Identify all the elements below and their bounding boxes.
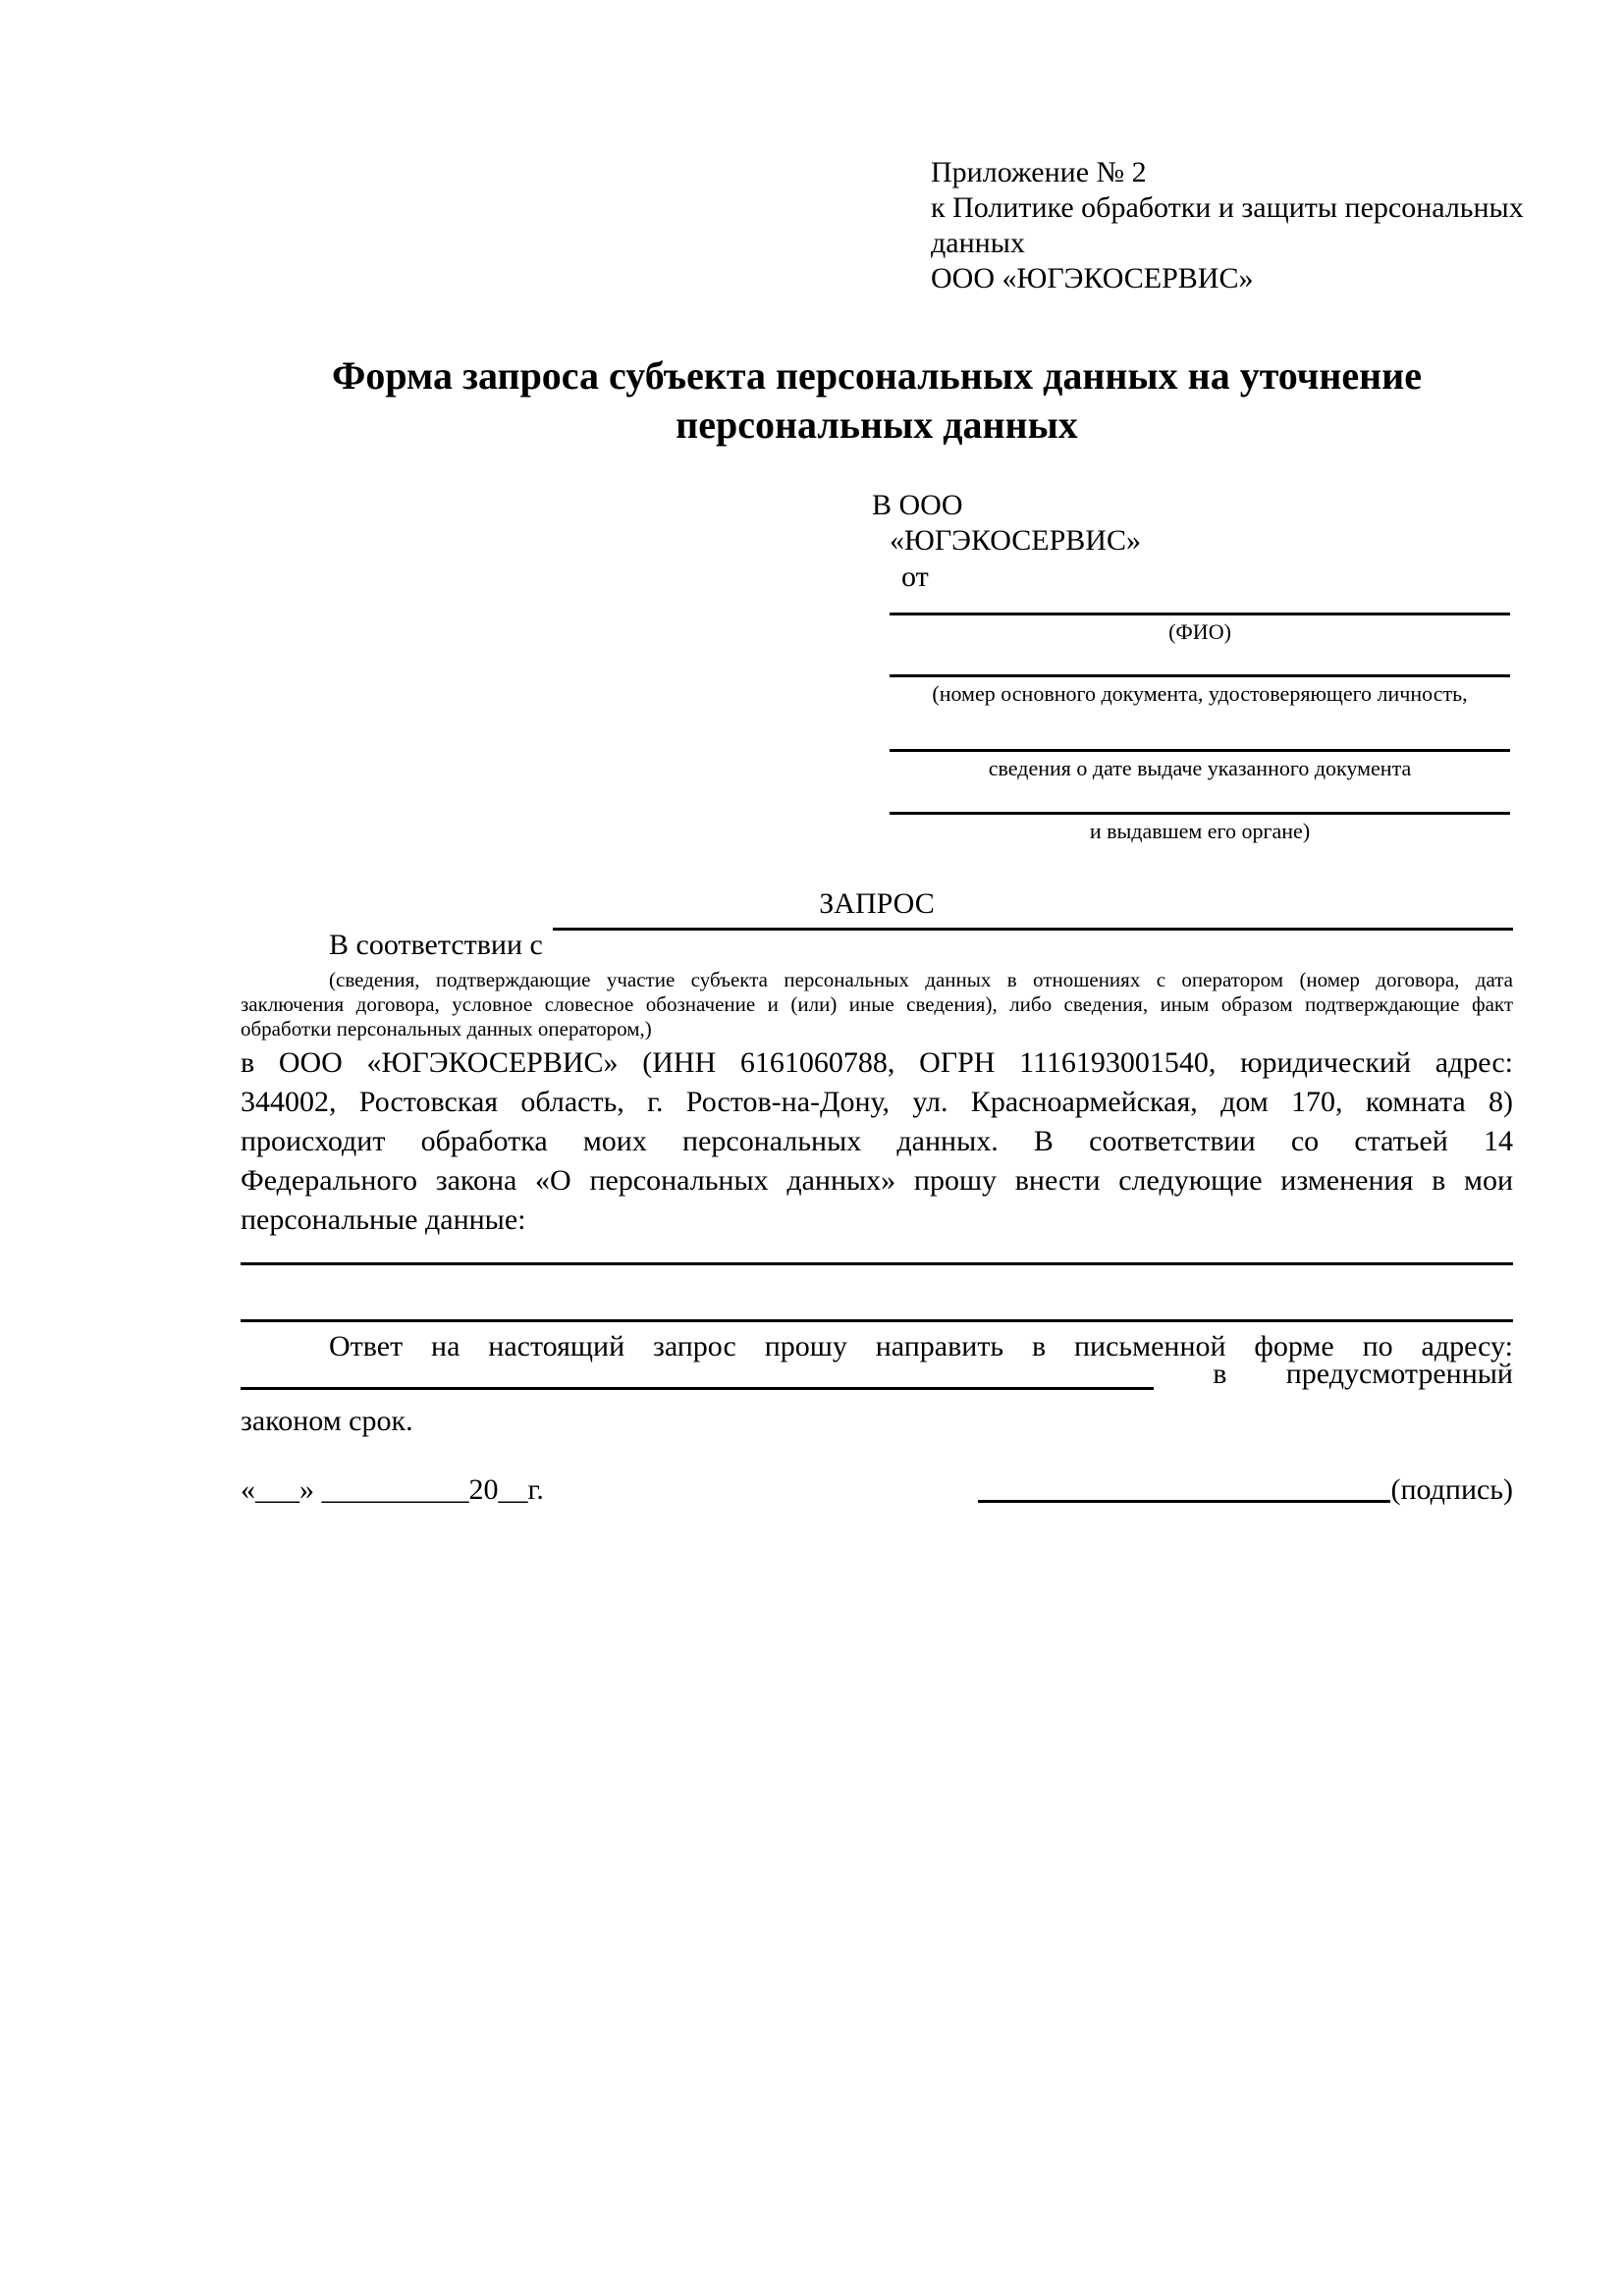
address-blank-line	[241, 1387, 1154, 1390]
issue-date-caption: сведения о дате выдаче указанного документа	[988, 756, 1412, 780]
fio-caption: (ФИО)	[1168, 619, 1231, 644]
response-address-row	[241, 1358, 1513, 1394]
recipient-to-label: В ООО	[872, 489, 963, 521]
policy-reference-line-2: данных	[931, 227, 1025, 259]
fine-print-block	[241, 968, 1513, 1041]
recipient-company-name: «ЮГЭКОСЕРВИС»	[890, 524, 1141, 557]
basis-line-row	[241, 928, 1513, 963]
request-heading: ЗАПРОС	[819, 887, 935, 920]
document-title-line-2: персональных данных	[676, 402, 1078, 447]
issuing-authority-caption: и выдавшем его органе)	[1089, 819, 1311, 843]
body-line-5: персональные данные:	[241, 1203, 526, 1236]
date-signature-row	[241, 1470, 1513, 1508]
document-title-line-1: Форма запроса субъекта персональных данных на уточнение	[332, 353, 1422, 398]
body-line-2: 344002, Ростовская область, г. Ростов-на-Дону, ул. Красноармейская, дом 170, комната 8)	[241, 1086, 1513, 1118]
response-line-3: законом срок.	[241, 1405, 413, 1437]
fio-blank-line	[890, 613, 1510, 615]
changes-blank-line-1	[241, 1262, 1513, 1265]
body-line-1: в ООО «ЮГЭКОСЕРВИС» (ИНН 6161060788, ОГРН 1116193001540, юридический адрес:	[241, 1046, 1513, 1079]
request-body-paragraph	[241, 1043, 1513, 1240]
fine-print-line-1: (сведения, подтверждающие участие субъекта персональных данных в отношениях с оператором (номер договора, дата	[329, 968, 1513, 991]
policy-reference-line-1: к Политике обработки и защиты персональных	[931, 191, 1524, 224]
body-line-4: Федерального закона «О персональных данных» прошу внести следующие изменения в мои	[241, 1164, 1513, 1197]
response-word-v: в	[1213, 1358, 1227, 1390]
fine-print-line-3: обработки персональных данных оператором,)	[241, 1017, 652, 1041]
signature-caption: (подпись)	[1390, 1473, 1513, 1506]
changes-blank-line-2	[241, 1319, 1513, 1322]
response-line-1: Ответ на настоящий запрос прошу направить в письменной форме по адресу:	[329, 1330, 1513, 1362]
company-name: ООО «ЮГЭКОСЕРВИС»	[931, 262, 1254, 294]
document-number-caption: (номер основного документа, удостоверяющего личность,	[932, 681, 1468, 706]
issue-date-blank-line	[890, 749, 1510, 752]
body-line-3: происходит обработка моих персональных данных. В соответствии со статьей 14	[241, 1125, 1513, 1157]
date-line: «___» __________20__г.	[241, 1473, 544, 1506]
from-label: от	[901, 561, 929, 593]
basis-blank-line	[553, 928, 1513, 931]
issuing-authority-blank-line	[890, 812, 1510, 815]
response-word-predusmotrenny: предусмотренный	[1285, 1358, 1513, 1390]
signature-blank-line	[978, 1500, 1390, 1503]
signature-group	[978, 1472, 1513, 1508]
basis-label: В соответствии с	[329, 929, 543, 961]
document-number-blank-line	[890, 674, 1510, 677]
fine-print-line-2: заключения договора, условное словесное обозначение и (или) иные сведения), либо сведения, иным образом подтверждающие факт	[241, 992, 1513, 1016]
annex-number-label: Приложение № 2	[931, 156, 1147, 188]
